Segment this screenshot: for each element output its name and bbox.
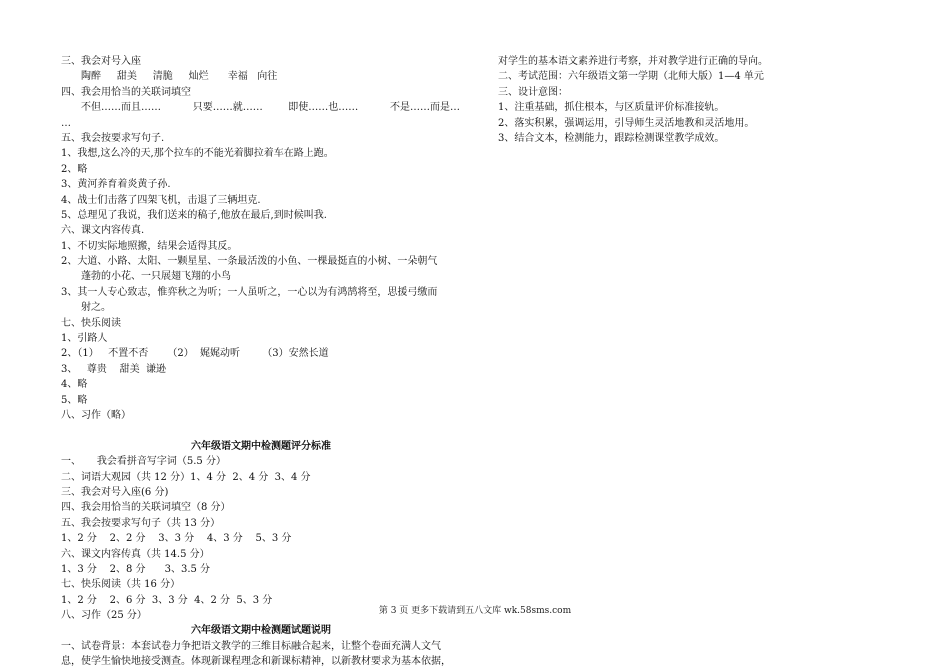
text-line: 八、习作（25 分） (61, 610, 147, 622)
text-line: 2、略 (61, 163, 88, 175)
page-footer: 第 3 页 更多下载请到五八文库 wk.58sms.com (378, 606, 572, 616)
text-line: 5、总理见了我说，我们送来的稿子,他放在最后,到时候叫我. (61, 209, 327, 221)
text-line: 四、我会用恰当的关联词填空 (61, 86, 191, 98)
text-line: 5、略 (61, 394, 88, 406)
text-line: 2、（1） 不置不否 （2） 娓娓动听 （3）安然长道 (61, 348, 329, 360)
text-line: 4、略 (61, 379, 88, 391)
text-line: 1、2 分 2、6 分 3、3 分 4、2 分 5、3 分 (61, 594, 273, 606)
text-line: 蓬勃的小花、一只展翅飞翔的小鸟 (81, 271, 231, 283)
text-line: 射之。 (81, 302, 111, 314)
text-line: 息，使学生愉快地接受测查。体现新课程理念和新课标精神，以新教材要求为基本依据， (61, 656, 451, 668)
text-line: 八、习作（略） (61, 409, 131, 421)
text-line: 1、我想,这么冷的天,那个拉车的不能光着脚拉着车在路上跑。 (61, 148, 334, 160)
text-line: 对学生的基本语文素养进行考察，并对教学进行正确的导向。 (498, 56, 768, 67)
text-line: 二、考试范围：六年级语文第一学期（北师大版）1—4 单元 (498, 71, 764, 83)
right-column (498, 54, 798, 146)
text-line: 3、 尊贵 甜美 谦逊 (61, 363, 166, 375)
left-column (61, 54, 461, 670)
text-line: 不但……而且…… 只要……就…… 即使……也…… 不是……而是… (81, 102, 461, 114)
text-line: 2、大道、小路、太阳、一颗星星、一条最活泼的小鱼、一棵最挺直的小树、一朵朝气 (61, 256, 438, 268)
text-line: 1、2 分 2、2 分 3、3 分 4、3 分 5、3 分 (61, 533, 292, 545)
text-line: 三、我会对号入座(6 分) (61, 486, 169, 498)
text-line: 4、战士们击落了四架飞机，击退了三辆坦克. (61, 194, 261, 206)
section-title: 六年级语文期中检测题试题说明 (191, 625, 331, 637)
text-line: 一、试卷背景：本套试卷力争把语文教学的三维目标融合起来，让整个卷面充满人文气 (61, 640, 441, 652)
text-line: 七、快乐阅读（共 16 分） (61, 579, 181, 591)
text-line: 1、不切实际地照搬，结果会适得其反。 (61, 240, 238, 252)
section-title: 六年级语文期中检测题评分标准 (191, 440, 331, 452)
text-line: 四、我会用恰当的关联词填空（8 分） (61, 502, 231, 514)
text-line: 2、落实积累，强调运用，引导师生灵活地教和灵活地用。 (498, 117, 755, 129)
text-line: 陶醉 甜美 清脆 灿烂 幸福 向往 (81, 71, 278, 83)
text-line: 1、引路人 (61, 333, 108, 345)
text-line: 二、词语大观园（共 12 分）1、4 分 2、4 分 3、4 分 (61, 471, 311, 483)
text-line: 六、课文内容传真. (61, 225, 145, 237)
text-line: 五、我会按要求写句子. (61, 132, 165, 144)
text-line: 一、 我会看拼音写字词（5.5 分） (61, 456, 226, 468)
text-line: 1、注重基础，抓住根本，与区质量评价标准接轨。 (498, 102, 725, 114)
text-line: 六、课文内容传真（共 14.5 分） (61, 548, 210, 560)
text-line: 五、我会按要求写句子（共 13 分） (61, 517, 221, 529)
text-line: 三、我会对号入座 (61, 56, 141, 67)
text-line: … (61, 117, 71, 129)
text-line (61, 423, 461, 438)
text-line: 3、其一人专心致志，惟弈秋之为听；一人虽听之，一心以为有鸿鹄将至，思援弓缴而 (61, 286, 438, 298)
text-line: 3、黄河养育着炎黄子孙. (61, 179, 171, 191)
text-line: 1、3 分 2、8 分 3、3.5 分 (61, 563, 211, 575)
text-line: 七、快乐阅读 (61, 317, 121, 329)
text-line: 三、设计意图： (498, 86, 568, 98)
text-line: 3、结合文本，检测能力，跟踪检测课堂教学成效。 (498, 132, 725, 144)
